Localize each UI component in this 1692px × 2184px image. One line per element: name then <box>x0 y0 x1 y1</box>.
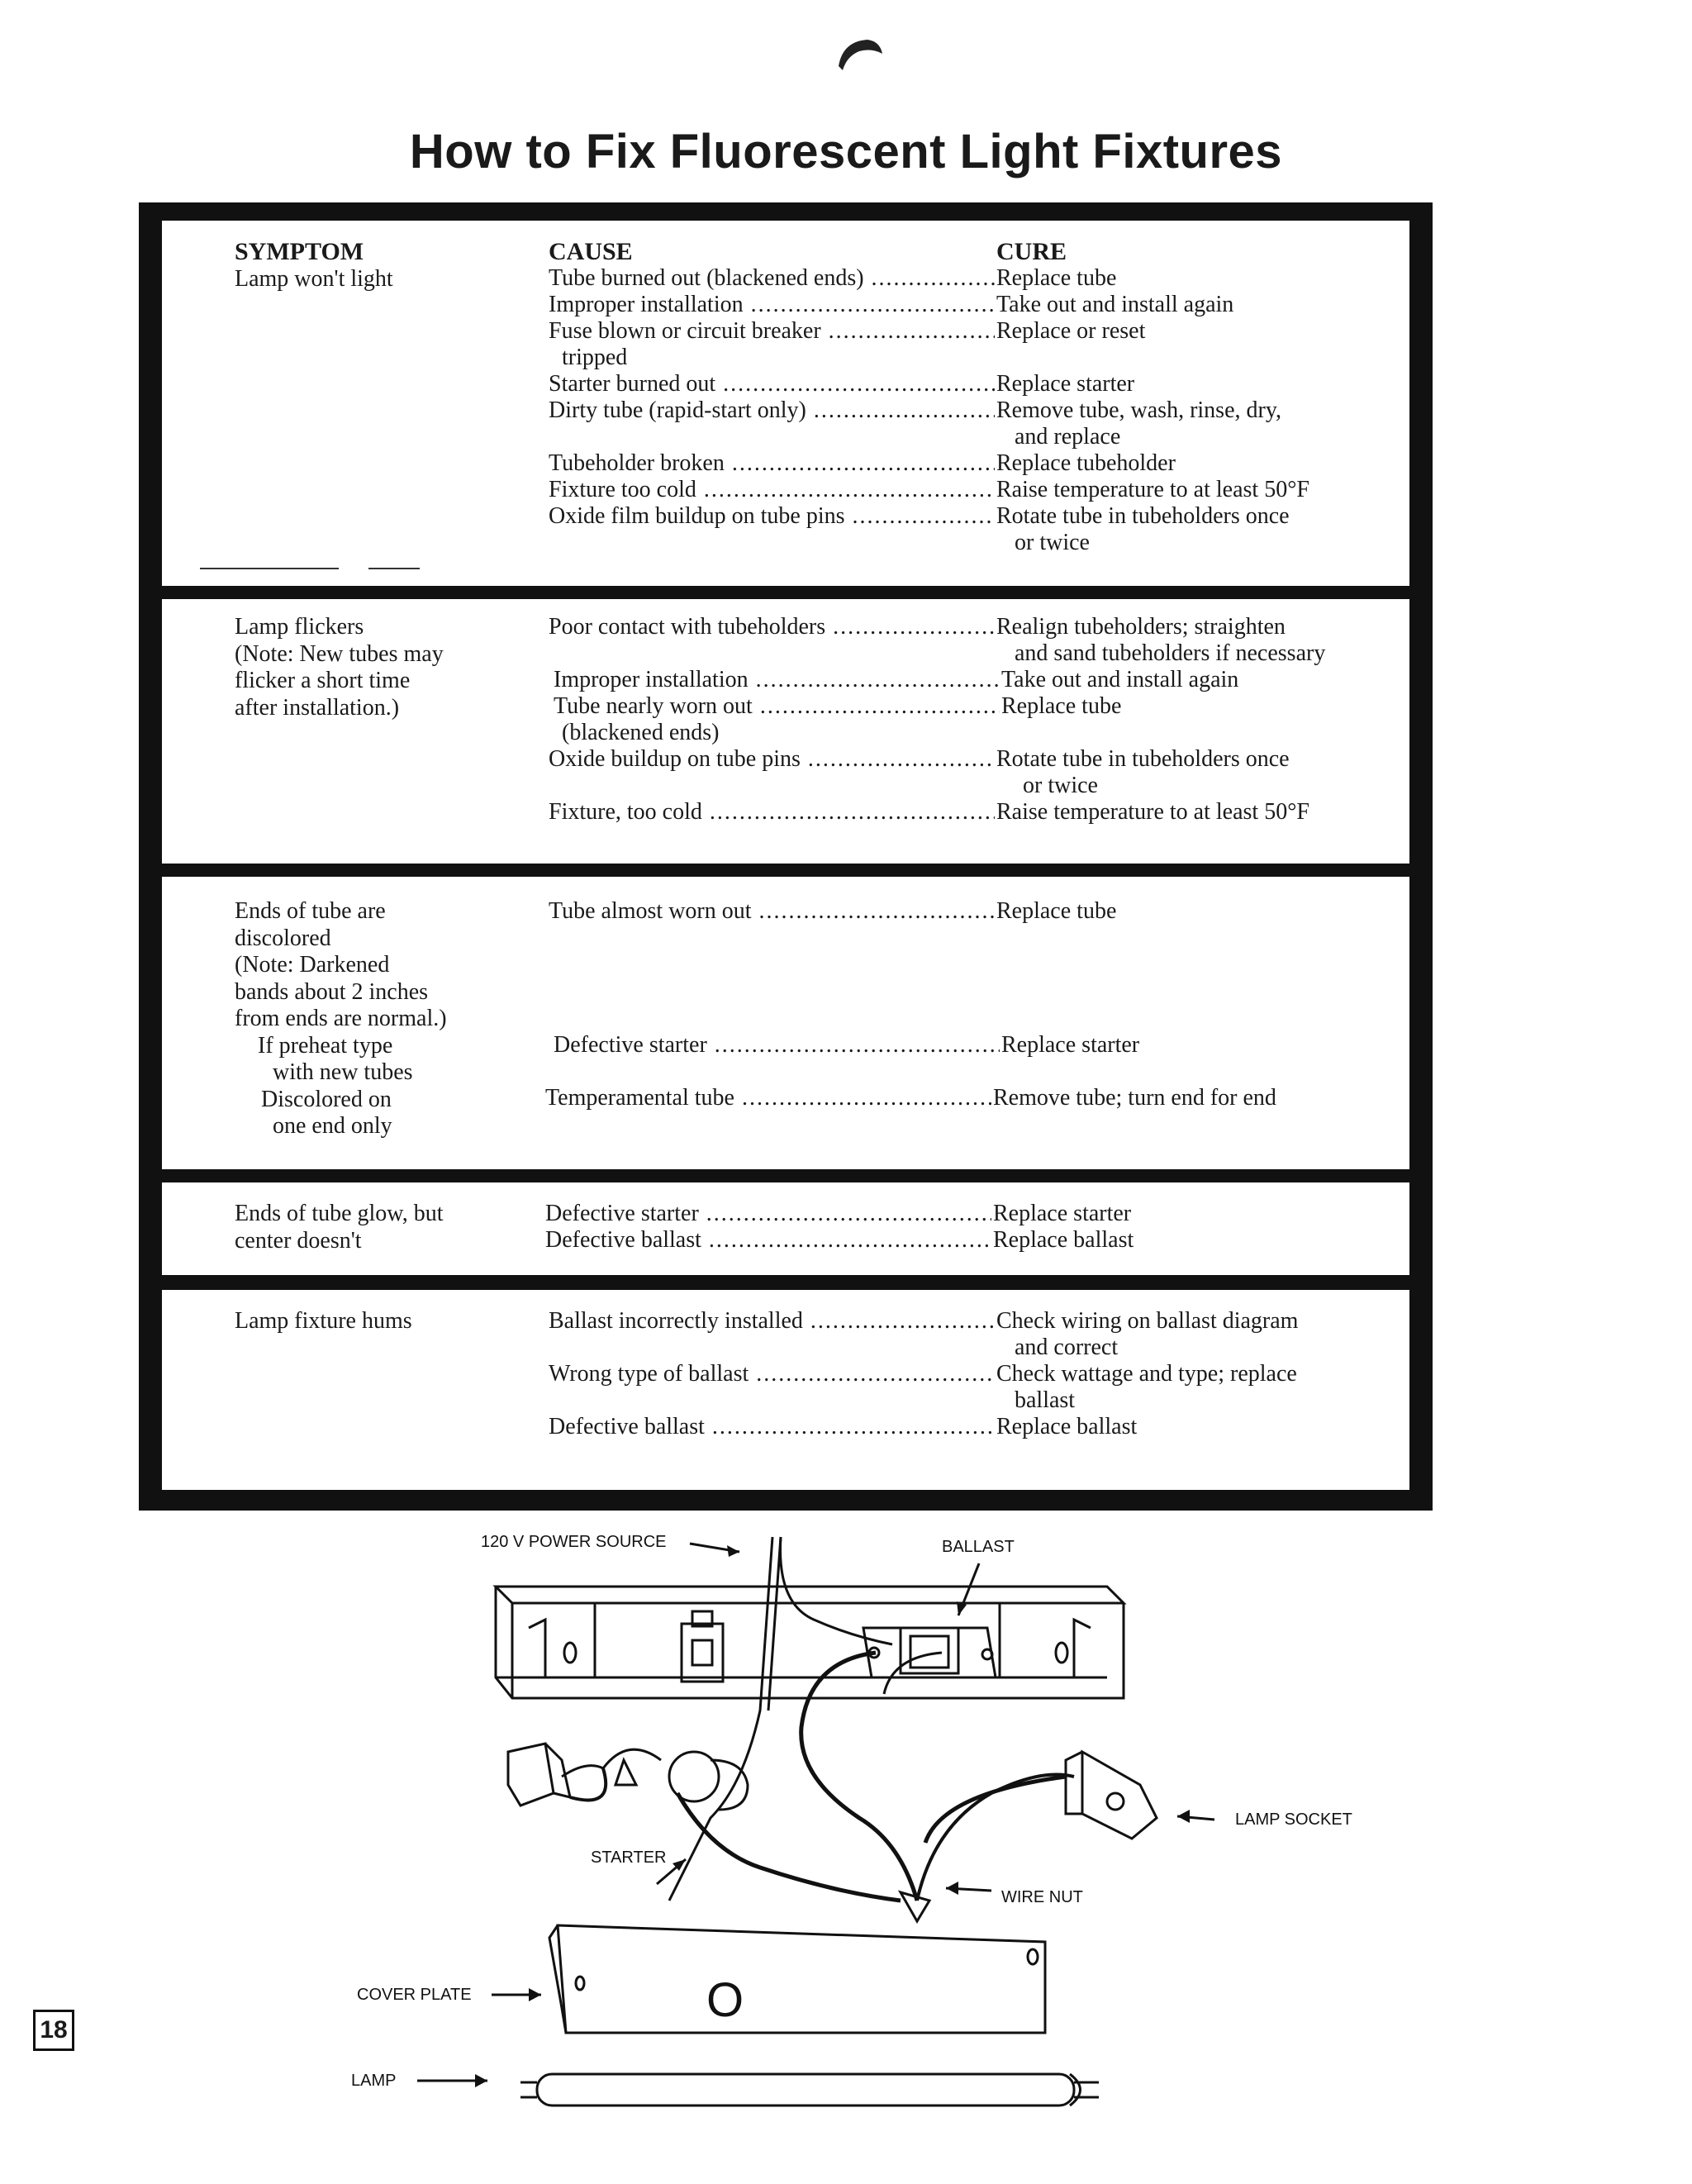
page-title: How to Fix Fluorescent Light Fixtures <box>409 125 1283 178</box>
table-row: Tube nearly worn out ..... Replace tube <box>554 693 1409 720</box>
header-cause: CAUSE <box>549 238 633 265</box>
table-row: Dirty tube (rapid-start only) ..... Remove tube, wash, rinse, dry, <box>549 397 1408 424</box>
section-ends-discolored <box>162 877 1409 1169</box>
ballast-icon <box>863 1628 996 1677</box>
section-ends-glow <box>162 1182 1409 1275</box>
cause-continuation: tripped <box>562 345 628 370</box>
label-cover-plate: COVER PLATE <box>357 1986 472 2004</box>
right-lamp-socket-icon <box>917 1752 1157 1901</box>
starter-holder-icon <box>682 1611 723 1682</box>
lamp-tube-icon <box>520 2074 1099 2105</box>
table-row: Fixture too cold ..... Raise temperature to at least 50°F <box>549 477 1408 503</box>
label-ballast: BALLAST <box>942 1538 1015 1556</box>
cover-plate-letter: O <box>706 1973 744 2027</box>
table-row: Defective ballast ..... Replace ballast <box>545 1227 1404 1254</box>
table-row: Improper installation ..... Take out and install again <box>549 292 1408 318</box>
section-lamp-flickers <box>162 599 1409 864</box>
table-row: Temperamental tube ..... Remove tube; turn end for end <box>545 1085 1404 1111</box>
symptom-cell: Ends of tube glow, but center doesn't <box>235 1201 444 1254</box>
cure-continuation: and correct <box>1015 1335 1119 1360</box>
left-lamp-socket-icon <box>508 1744 661 1806</box>
starter-icon <box>669 1752 901 1901</box>
cure-continuation: and sand tubeholders if necessary <box>1015 640 1326 666</box>
page-number: 18 <box>33 2010 74 2051</box>
cure-continuation: or twice <box>1015 530 1090 555</box>
table-row: Fixture, too cold ..... Raise temperature to at least 50°F <box>549 799 1408 826</box>
cause-continuation: (blackened ends) <box>562 720 720 745</box>
table-row: Starter burned out ..... Replace starter <box>549 371 1408 397</box>
cure-continuation: ballast <box>1015 1387 1076 1413</box>
header-cure: CURE <box>996 238 1067 265</box>
wire-nut-icon <box>901 1892 929 1921</box>
cure-continuation: and replace <box>1015 424 1121 450</box>
table-row: Poor contact with tubeholders ..... Realign tubeholders; straighten <box>549 614 1408 640</box>
symptom-cell: Ends of tube are discolored (Note: Darkened bands about 2 inches from ends are normal.) If preheat type with new tubes Discolored on one end only <box>235 898 447 1139</box>
cure-continuation: or twice <box>1023 773 1098 798</box>
table-row: Tubeholder broken ..... Replace tubeholder <box>549 450 1408 477</box>
decorative-mark-icon <box>834 33 884 79</box>
cover-plate-icon <box>549 1925 1045 2033</box>
symptom-cell <box>235 239 507 293</box>
section-fixture-hums <box>162 1290 1409 1490</box>
label-wire-nut: WIRE NUT <box>1001 1888 1083 1906</box>
table-row: Defective starter ..... Replace starter <box>545 1201 1404 1227</box>
troubleshooting-table <box>139 202 1433 1511</box>
table-row: Wrong type of ballast ..... Check wattage and type; replace <box>549 1361 1408 1387</box>
divider <box>200 568 339 569</box>
table-row: Defective starter ..... Replace starter <box>554 1032 1409 1059</box>
symptom-cell: Lamp flickers (Note: New tubes may flicker a short time after installation.) <box>235 614 444 721</box>
label-power-source: 120 V POWER SOURCE <box>481 1533 667 1551</box>
symptom-cell: Lamp fixture hums <box>235 1308 412 1334</box>
label-lamp-socket: LAMP SOCKET <box>1235 1810 1352 1829</box>
divider <box>368 568 420 569</box>
label-lamp: LAMP <box>351 2072 397 2090</box>
section-lamp-wont-light <box>162 221 1409 586</box>
table-row: Oxide film buildup on tube pins ..... Rotate tube in tubeholders once <box>549 503 1408 530</box>
table-row: Oxide buildup on tube pins ..... Rotate tube in tubeholders once <box>549 746 1408 773</box>
fixture-diagram <box>0 1512 1692 2184</box>
header-symptom: SYMPTOM <box>235 238 364 265</box>
table-row: Improper installation ..... Take out and install again <box>554 667 1409 693</box>
table-row: Defective ballast ..... Replace ballast <box>549 1414 1408 1440</box>
label-starter: STARTER <box>591 1849 667 1867</box>
fixture-channel-icon <box>496 1587 1124 1698</box>
table-row: Tube almost worn out ..... Replace tube <box>549 898 1408 925</box>
table-row: Fuse blown or circuit breaker ..... Replace or reset <box>549 318 1408 345</box>
table-row: Ballast incorrectly installed ..... Check wiring on ballast diagram <box>549 1308 1408 1335</box>
table-row: Tube burned out (blackened ends) ..... Replace tube <box>549 265 1408 292</box>
wire-nut-icon <box>615 1760 636 1785</box>
symptom-text: Lamp won't light <box>235 265 393 292</box>
